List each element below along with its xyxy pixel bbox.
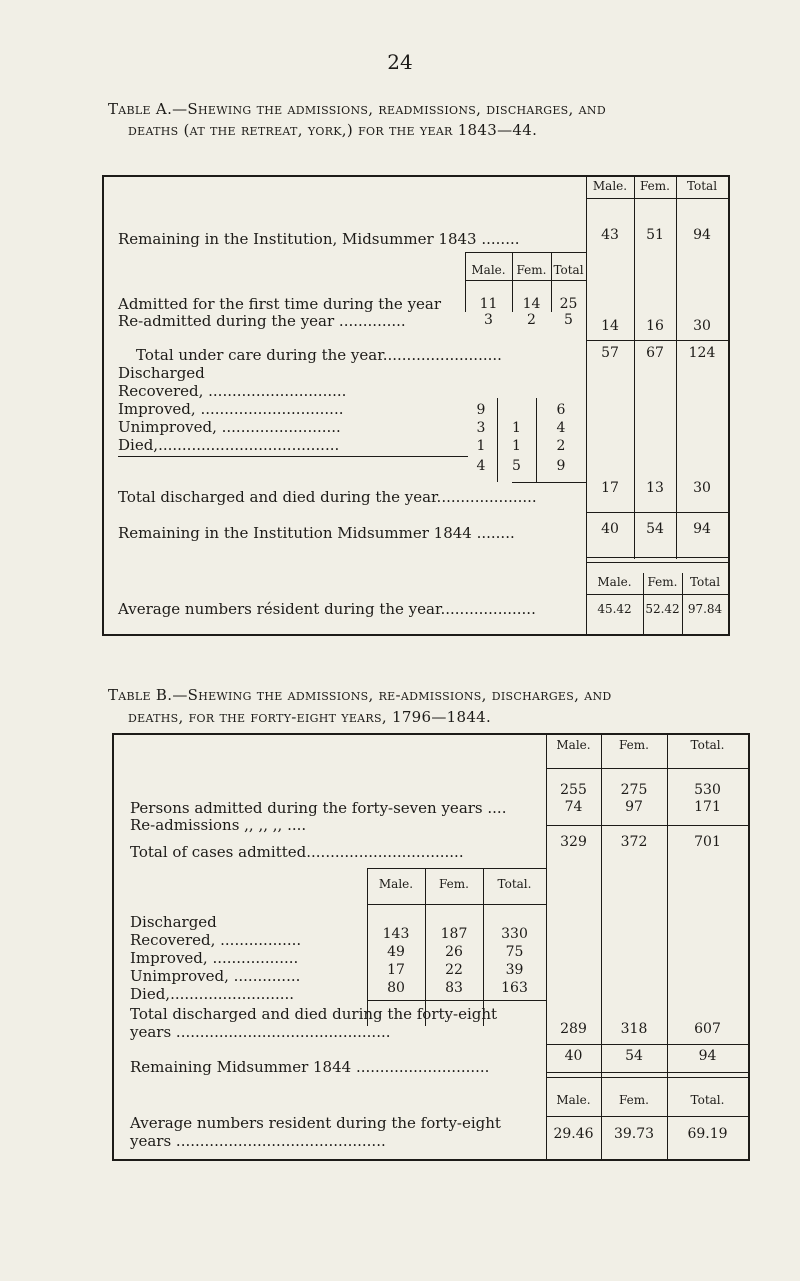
b-row-recovered-label: Recovered, .................	[130, 931, 302, 949]
b-row-died-fem: 83	[445, 980, 463, 996]
header-male: Male.	[592, 179, 628, 193]
table-b-caption-line1: Table B.—Shewing the admissions, re-admissions, discharges, and	[108, 686, 612, 704]
row-admitted-label: Admitted for the first time during the year	[118, 295, 442, 313]
row-remaining-1844-male: 40	[601, 521, 619, 537]
b-row-unimproved-total: 39	[505, 962, 524, 978]
row-readmitted-fem: 2	[527, 312, 536, 328]
row-died-fem: 5	[512, 458, 521, 474]
row-total-discharged-total: 30	[693, 480, 711, 496]
row-unimproved-fem: 1	[512, 438, 521, 454]
b-row-admitted-male: 255	[560, 782, 587, 798]
inner-header-male: Male.	[471, 263, 506, 277]
b-row-total-admitted-total: 701	[694, 834, 721, 850]
b-row-total-admitted-male: 329	[560, 834, 587, 850]
row-remaining-1843-fem: 51	[646, 227, 664, 243]
row-average-male: 45.42	[597, 602, 632, 616]
b-row-remaining-total: 94	[698, 1048, 717, 1064]
row-recovered-label: Recovered, .............................	[118, 382, 347, 400]
table-a-caption-line1: Table A.—Shewing the admissions, readmissions, discharges, and	[108, 100, 606, 118]
row-admitted-fem: 14	[522, 296, 541, 312]
row-total-under-care-total: 124	[688, 345, 716, 361]
b-row-improved-label: Improved, ..................	[130, 949, 299, 967]
discharged-label: Discharged	[118, 364, 205, 382]
inner-header-fem: Fem.	[516, 263, 547, 277]
b-row-unimproved-label: Unimproved, ..............	[130, 967, 301, 985]
b-row-average-line1: Average numbers resident during the forty-eight	[130, 1114, 501, 1132]
row-died-male: 4	[476, 458, 486, 474]
row-died-label: Died,......................................	[118, 436, 340, 454]
row-recovered-fem: 6	[556, 402, 566, 418]
row-improved-fem: 1	[512, 420, 521, 436]
b-row-unimproved-fem: 22	[445, 962, 463, 978]
row-improved-label: Improved, ..............................	[118, 400, 344, 418]
avg-header-fem: Fem.	[647, 575, 678, 589]
row-unimproved-label: Unimproved, .........................	[118, 418, 341, 436]
b-row-admitted-fem: 275	[620, 782, 648, 798]
row-admitted-sum-male: 14	[601, 318, 619, 334]
row-total-discharged-label: Total discharged and died during the year.....................	[118, 488, 537, 506]
b-row-readmitted-fem: 97	[625, 799, 643, 815]
b-row-readmitted-total: 171	[694, 799, 721, 815]
b-row-remaining-male: 40	[564, 1048, 583, 1064]
b-avg-header-male: Male.	[556, 1093, 591, 1107]
b-row-average-line2: years ............................................	[130, 1132, 386, 1150]
row-remaining-1844-total: 94	[693, 521, 711, 537]
row-remaining-1843-male: 43	[601, 227, 619, 243]
b-header-total: Total.	[690, 738, 725, 752]
b-row-readmitted-male: 74	[564, 799, 583, 815]
b-row-total-discharged-fem: 318	[620, 1021, 648, 1037]
b-row-average-male: 29.46	[553, 1126, 594, 1142]
row-readmitted-male: 3	[484, 312, 493, 328]
row-died-total: 9	[556, 458, 566, 474]
row-admitted-sum-total: 30	[693, 318, 711, 334]
row-remaining-1844-label: Remaining in the Institution Midsummer 1844 ........	[118, 524, 515, 542]
b-row-average-total: 69.19	[687, 1126, 728, 1142]
b-row-recovered-male: 143	[382, 926, 410, 942]
header-total: Total	[686, 179, 718, 193]
inner-header-total: Total	[553, 263, 584, 277]
avg-header-total: Total	[689, 575, 721, 589]
b-inner-header-total: Total.	[497, 877, 532, 891]
b-row-readmitted-label: Re-admissions ,, ,, ,, ....	[130, 816, 307, 834]
b-row-improved-fem: 26	[445, 944, 463, 960]
row-remaining-1843-total: 94	[693, 227, 711, 243]
b-header-male: Male.	[556, 738, 591, 752]
b-row-died-label: Died,..........................	[130, 985, 295, 1003]
b-row-recovered-fem: 187	[440, 926, 468, 942]
row-readmitted-label: Re-admitted during the year ..............	[118, 312, 406, 330]
b-row-died-total: 163	[501, 980, 528, 996]
header-fem: Fem.	[640, 179, 670, 193]
b-row-remaining-label: Remaining Midsummer 1844 ............................	[130, 1058, 490, 1076]
b-avg-header-fem: Fem.	[619, 1093, 649, 1107]
page-number: 24	[387, 50, 413, 74]
b-row-total-discharged-total: 607	[694, 1021, 721, 1037]
row-readmitted-total: 5	[564, 312, 573, 328]
row-remaining-1843-label: Remaining in the Institution, Midsummer 1843 ........	[118, 230, 520, 248]
row-unimproved-male: 1	[476, 438, 486, 454]
avg-header-male: Male.	[597, 575, 632, 589]
row-improved-total: 4	[556, 420, 566, 436]
b-row-total-discharged-male: 289	[560, 1021, 587, 1037]
b-row-total-admitted-label: Total of cases admitted.................................	[130, 843, 464, 861]
table-b-caption-line2: deaths, for the forty-eight years, 1796—1844.	[128, 708, 492, 726]
row-admitted-sum-fem: 16	[646, 318, 664, 334]
b-row-total-discharged-line1: Total discharged and died during the forty-eight	[130, 1005, 498, 1023]
b-row-total-admitted-fem: 372	[620, 834, 648, 850]
row-recovered-male-cell: 9	[476, 402, 486, 418]
row-remaining-1844-fem: 54	[646, 521, 664, 537]
b-discharged-label: Discharged	[130, 913, 217, 931]
row-total-under-care-male: 57	[601, 345, 619, 361]
row-admitted-male: 11	[479, 296, 498, 312]
row-average-fem: 52.42	[645, 602, 680, 616]
b-header-fem: Fem.	[619, 738, 649, 752]
row-improved-male: 3	[476, 420, 486, 436]
b-row-admitted-label: Persons admitted during the forty-seven years ....	[130, 799, 507, 817]
b-row-average-fem: 39.73	[613, 1126, 655, 1142]
b-row-died-male: 80	[387, 980, 405, 996]
row-average-total: 97.84	[687, 602, 723, 616]
row-average-label: Average numbers résident during the year....................	[118, 600, 536, 618]
row-total-discharged-male: 17	[601, 480, 619, 496]
b-inner-header-fem: Fem.	[439, 877, 469, 891]
b-row-admitted-total: 530	[694, 782, 721, 798]
row-total-discharged-fem: 13	[646, 480, 664, 496]
b-inner-header-male: Male.	[378, 877, 414, 891]
b-row-unimproved-male: 17	[387, 962, 405, 978]
b-row-remaining-fem: 54	[625, 1048, 643, 1064]
row-total-under-care-fem: 67	[646, 345, 664, 361]
row-total-under-care-label: Total under care during the year.........................	[136, 346, 502, 364]
row-unimproved-total: 2	[556, 438, 566, 454]
b-row-improved-total: 75	[505, 944, 524, 960]
b-row-total-discharged-line2: years .............................................	[130, 1023, 391, 1041]
b-row-recovered-total: 330	[501, 926, 528, 942]
b-avg-header-total: Total.	[690, 1093, 725, 1107]
row-admitted-total: 25	[559, 296, 578, 312]
table-a-caption-line2: deaths (at the retreat, york,) for the year 1843—44.	[128, 121, 538, 139]
b-row-improved-male: 49	[387, 944, 405, 960]
